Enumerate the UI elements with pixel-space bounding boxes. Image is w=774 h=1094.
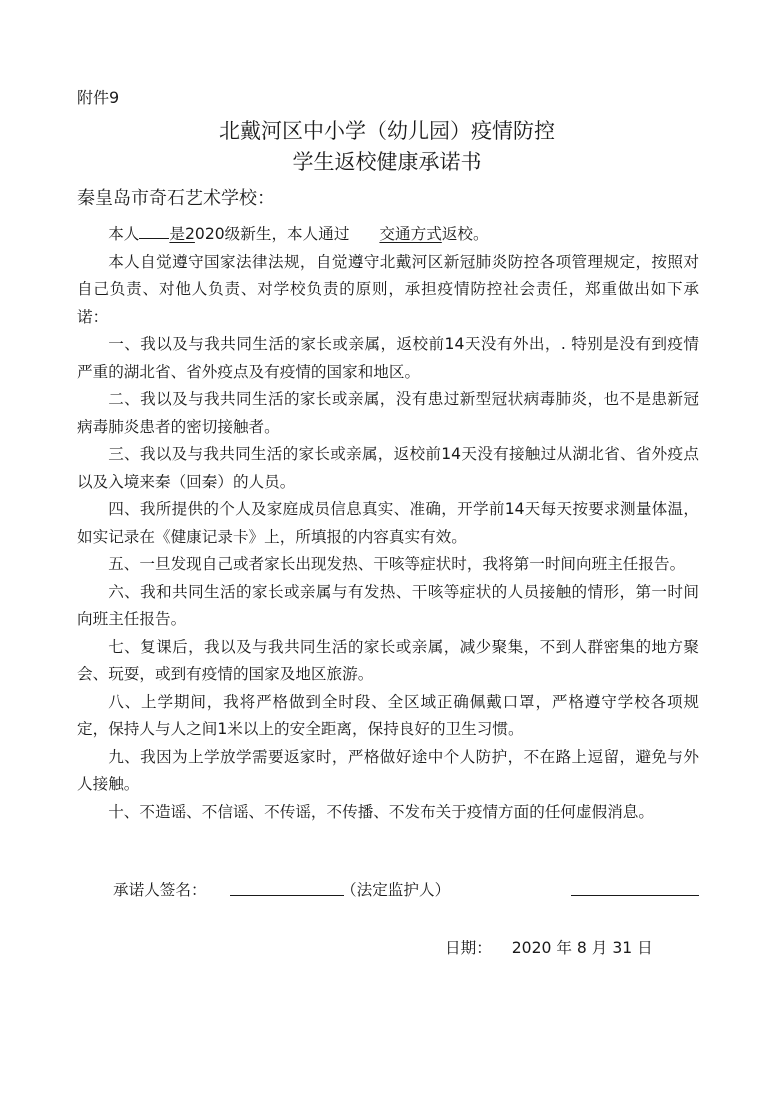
signature-label: 承诺人签名： xyxy=(113,881,207,899)
commitment-item: 三、我以及与我共同生活的家长或亲属，返校前14天没有接触过从湖北省、省外疫点以及入境来秦（回秦）的人员。 xyxy=(77,445,699,491)
intro-paragraph xyxy=(77,221,699,249)
commitment-item: 十、不造谣、不信谣、不传谣，不传播、不发布关于疫情方面的任何虚假消息。 xyxy=(108,802,654,821)
document-title-line1: 北戴河区中小学（幼儿园）疫情防控 xyxy=(219,119,555,143)
document-title-line2: 学生返校健康承诺书 xyxy=(292,150,482,174)
document-body xyxy=(77,221,699,826)
date-row xyxy=(445,936,653,960)
intro-prefix: 本人 xyxy=(108,225,140,243)
intro-middle: 020级新生，本人通过 xyxy=(194,225,350,243)
commitment-item: 九、我因为上学放学需要返家时，严格做好途中个人防护，不在路上逗留，避免与外人接触。 xyxy=(77,747,699,793)
signature-row xyxy=(113,878,703,902)
addressee: 秦皇岛市奇石艺术学校： xyxy=(77,188,275,209)
commitment-item: 二、我以及与我共同生活的家长或亲属，没有患过新型冠状病毒肺炎，也不是患新冠病毒肺炎患者的密切接触者。 xyxy=(77,390,699,436)
commitment-item: 七、复课后，我以及与我共同生活的家长或亲属，减少聚集，不到人群密集的地方聚会、玩耍，或到有疫情的国家及地区旅游。 xyxy=(77,637,699,683)
commitment-item: 一、我以及与我共同生活的家长或亲属，返校前14天没有外出，. 特别是没有到疫情严重的湖北省、省外疫点及有疫情的国家和地区。 xyxy=(77,335,699,381)
commitment-item: 五、一旦发现自己或者家长出现发热、干咳等症状时，我将第一时间向班主任报告。 xyxy=(108,555,686,573)
intro-suffix: 返校。 xyxy=(441,225,489,243)
transport-field[interactable]: 交通方式 xyxy=(379,225,442,243)
guardian-note: （法定监护人） xyxy=(341,881,451,899)
date-value: 2020 年 8 月 31 日 xyxy=(511,939,653,957)
commitment-item: 四、我所提供的个人及家庭成员信息真实、准确，开学前14天每天按要求测量体温，如实记录在《健康记录卡》上，所填报的内容真实有效。 xyxy=(77,500,699,546)
attachment-label: 附件9 xyxy=(77,88,120,107)
commitment-item: 八、上学期间，我将严格做到全时段、全区域正确佩戴口罩，严格遵守学校各项规定，保持人与人之间1米以上的安全距离，保持良好的卫生习惯。 xyxy=(77,692,699,738)
date-label: 日期： xyxy=(445,939,492,957)
commitment-item: 六、我和共同生活的家长或亲属与有发热、干咳等症状的人员接触的情形，第一时间向班主任报告。 xyxy=(77,582,699,628)
signature-field[interactable] xyxy=(230,895,344,896)
preamble-paragraph: 本人自觉遵守国家法律法规，自觉遵守北戴河区新冠肺炎防控各项管理规定，按照对自己负责、对他人负责、对学校负责的原则，承担疫情防控社会责任，郑重做出如下承诺： xyxy=(77,252,699,326)
intro-blank[interactable] xyxy=(139,222,169,239)
intro-underlined: 是2 xyxy=(169,225,195,243)
guardian-signature-field[interactable] xyxy=(571,895,699,896)
